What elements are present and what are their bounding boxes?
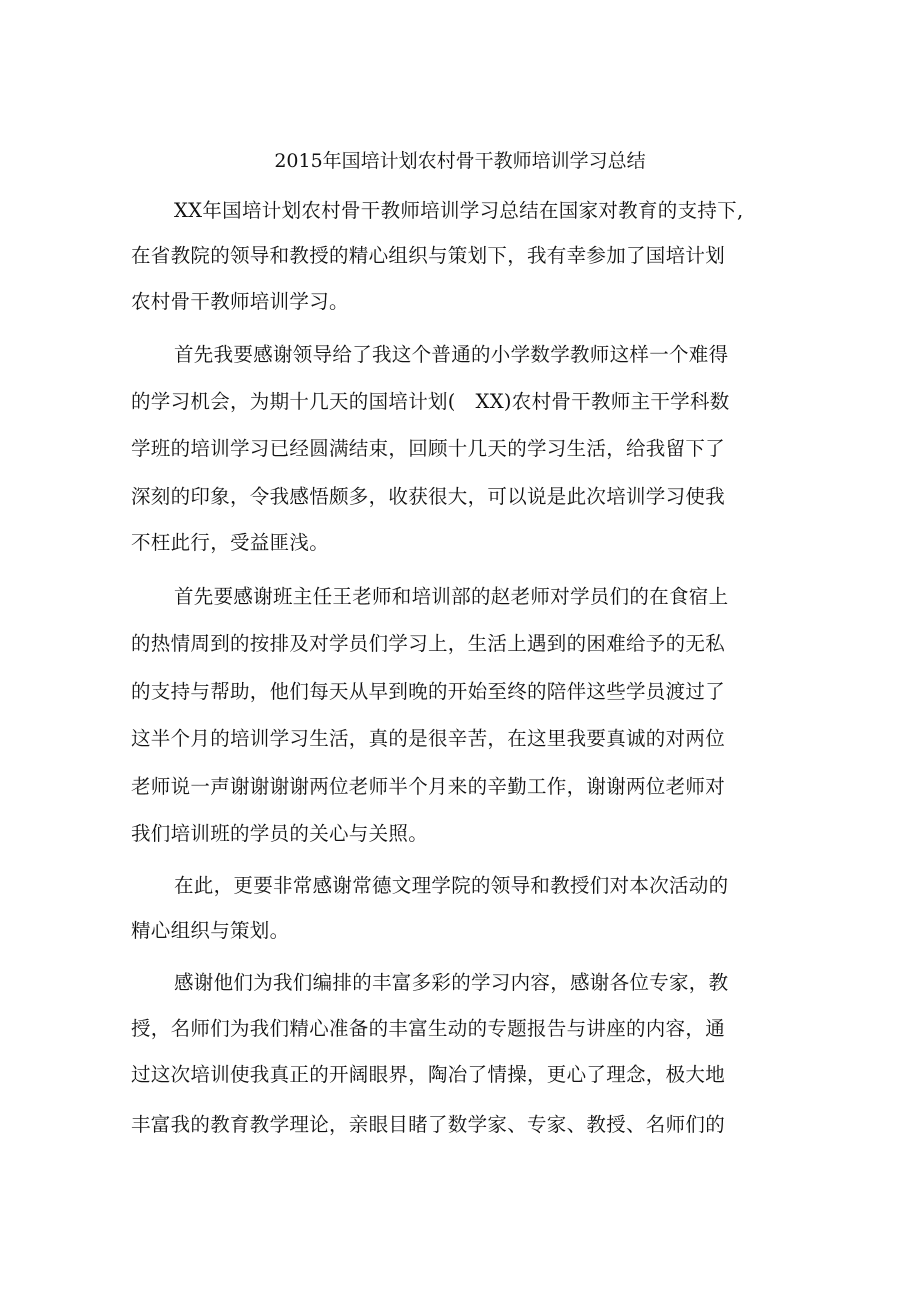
paragraph-line: 不枉此行，受益匪浅。 xyxy=(131,531,330,554)
paragraph-line: 在此，更要非常感谢常德文理学院的领导和教授们对本次活动的 xyxy=(174,874,729,897)
paragraph-line: 感谢他们为我们编排的丰富多彩的学习内容，感谢各位专家，教 xyxy=(174,971,729,994)
paragraph-line: 农村骨干教师培训学习。 xyxy=(131,290,349,313)
paragraph-line: 精心组织与策划。 xyxy=(131,919,290,942)
paragraph-line: XX年国培计划农村骨干教师培训学习总结在国家对教育的支持下, xyxy=(174,199,744,222)
paragraph-line: 这半个月的培训学习生活，真的是很辛苦，在这里我要真诚的对两位 xyxy=(131,727,726,750)
paragraph-line: 首先要感谢班主任王老师和培训部的赵老师对学员们的在食宿上 xyxy=(174,585,729,608)
document-title: 2015年国培计划农村骨干教师培训学习总结 xyxy=(274,150,646,172)
paragraph-line: 学班的培训学习已经圆满结束，回顾十几天的学习生活，给我留下了 xyxy=(131,437,726,460)
paragraph-line: 老师说一声谢谢谢谢两位老师半个月来的辛勤工作，谢谢两位老师对 xyxy=(131,775,726,798)
paragraph-line: 丰富我的教育教学理论，亲眼目睹了数学家、专家、教授、名师们的 xyxy=(131,1113,726,1136)
paragraph-line: 深刻的印象，令我感悟颇多，收获很大，可以说是此次培训学习使我 xyxy=(131,485,726,508)
paragraph-line: 过这次培训使我真正的开阔眼界，陶冶了情操，更心了理念，极大地 xyxy=(131,1063,726,1086)
paragraph-line: 在省教院的领导和教授的精心组织与策划下，我有幸参加了国培计划 xyxy=(131,244,726,267)
paragraph-line: 的支持与帮助，他们每天从早到晚的开始至终的陪伴这些学员渡过了 xyxy=(131,680,726,703)
paragraph-line: 授，名师们为我们精心准备的丰富生动的专题报告与讲座的内容，通 xyxy=(131,1017,726,1040)
paragraph-line: 的热情周到的按排及对学员们学习上，生活上遇到的困难给予的无私 xyxy=(131,632,726,655)
paragraph-line: 的学习机会，为期十几天的国培计划( XX)农村骨干教师主干学科数 xyxy=(131,390,730,413)
paragraph-line: 首先我要感谢领导给了我这个普通的小学数学教师这样一个难得 xyxy=(174,343,729,366)
paragraph-line: 我们培训班的学员的关心与关照。 xyxy=(131,822,429,845)
